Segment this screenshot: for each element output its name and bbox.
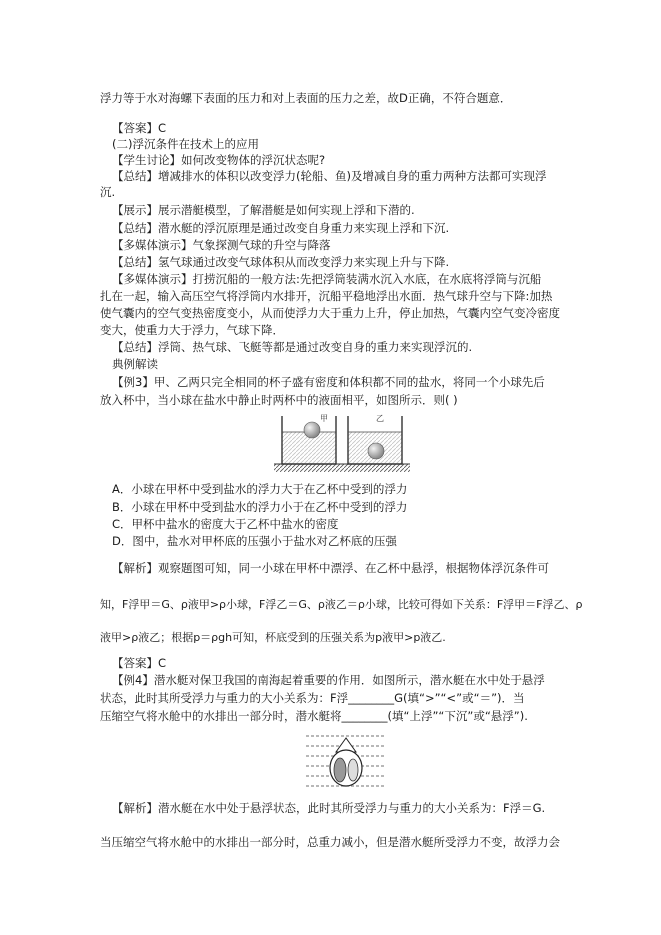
figure-submarine [304,730,388,792]
figure-two-cups [272,412,412,474]
question-line: 【例3】甲、乙两只完全相同的杯子盛有密度和体积都不同的盐水，将同一个小球先后 [112,375,545,389]
text-line: 【总结】潜水艇的浮沉原理是通过改变自身重力来实现上浮和下沉. [112,221,450,235]
analysis-line: 当压缩空气将水舱中的水排出一部分时，总重力减小，但是潜水艇所受浮力不变，故浮力会 [100,835,560,849]
analysis-line: 【解析】潜水艇在水中处于悬浮状态，此时其所受浮力与重力的大小关系为：F浮＝G. [112,801,546,815]
question-line: 【例4】潜水艇对保卫我国的南海起着重要的作用．如图所示，潜水艇在水中处于悬浮 [112,673,545,687]
analysis-line: 知，F浮甲＝G、ρ液甲>ρ小球，F浮乙＝G、ρ液乙＝ρ小球，比较可得如下关系：F浮甲＝F浮乙、ρ [100,598,583,611]
option-c: C．甲杯中盐水的密度大于乙杯中盐水的密度 [112,517,339,531]
text-line: 【展示】展示潜艇模型，了解潜艇是如何实现上浮和下潜的. [112,203,415,217]
option-a: A．小球在甲杯中受到盐水的浮力大于在乙杯中受到的浮力 [112,482,408,496]
option-d: D．图中，盐水对甲杯底的压强小于盐水对乙杯底的压强 [112,534,397,548]
text-line: 【总结】增减排水的体积以改变浮力(轮船、鱼)及增减自身的重力两种方法都可实现浮 [112,169,547,183]
section-heading: 典例解读 [112,357,158,371]
text-line: 【多媒体演示】气象探测气球的升空与降落 [112,238,331,252]
text-line: 【总结】氢气球通过改变气球体积从而改变浮力来实现上升与下降. [112,255,450,269]
label-yi: 乙 [376,414,384,423]
text-line: 沉. [100,185,116,199]
text-line: 【总结】浮筒、热气球、飞艇等都是通过改变自身的重力来实现浮沉的. [112,340,473,354]
text-line: 扎在一起，输入高压空气将浮筒内水排开，沉船平稳地浮出水面．热气球升空与下降:加热 [100,289,553,303]
text-line: 浮力等于水对海螺下表面的压力和对上表面的压力之差，故D正确，不符合题意． [100,91,512,105]
text-line: 【多媒体演示】打捞沉船的一般方法:先把浮筒装满水沉入水底，在水底将浮筒与沉船 [112,272,542,286]
question-line: 压缩空气将水舱中的水排出一部分时，潜水艇将________(填“上浮”“下沉”或“悬浮”). [100,709,528,723]
answer-line: 【答案】C [112,121,167,135]
cup-yi [348,414,402,464]
option-b: B．小球在甲杯中受到盐水的浮力小于在乙杯中受到的浮力 [112,500,408,514]
question-line: 放入杯中，当小球在盐水中静止时两杯中的液面相平，如图所示．则( ) [100,393,458,407]
label-jia: 甲 [320,414,328,423]
submarine-shape [330,738,362,786]
text-line: 【学生讨论】如何改变物体的浮沉状态呢? [112,153,326,167]
section-heading: (二)浮沉条件在技术上的应用 [112,137,259,151]
analysis-line: 液甲>ρ液乙；根据p＝ρgh可知，杯底受到的压强关系为p液甲>p液乙. [100,631,446,644]
question-line: 状态，此时其所受浮力与重力的大小关系为：F浮________G(填“>”“<”或“＝”)．当 [100,691,525,705]
text-line: 使气囊内的空气变热密度变小，从而使浮力大于重力上升，停止加热，气囊内空气变冷密度 [100,306,560,320]
cup-jia [282,414,336,464]
answer-line: 【答案】C [112,656,167,670]
text-line: 变大，使重力大于浮力，气球下降． [100,323,284,337]
analysis-line: 【解析】观察题图可知，同一小球在甲杯中漂浮、在乙杯中悬浮，根据物体浮沉条件可 [112,561,549,575]
